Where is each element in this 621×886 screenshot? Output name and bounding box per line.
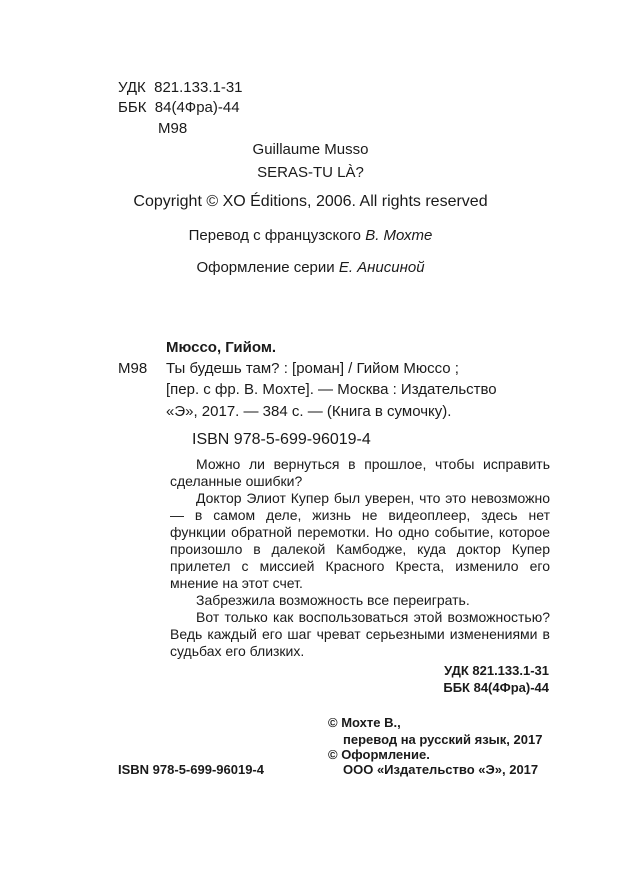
catalog-line-2: [пер. с фр. В. Мохте]. — Москва : Издательство [166,381,497,398]
bbk-line [118,98,240,117]
annotation-paragraph: Вот только как воспользоваться этой возможностью? Ведь каждый его шаг чреват серьезными изменениями в судьбах его близких. [170,609,550,659]
designer-name: Е. Анисиной [338,259,425,276]
copyright-translator-cont: перевод на русский язык, 2017 [343,732,543,747]
bbk-value: 84(4Фра)-44 [154,99,240,116]
catalog-heading: Мюссо, Гийом. [166,339,277,356]
translation-line [0,226,621,245]
footer-udk: УДК 821.133.1-31 [444,663,549,678]
design-prefix: Оформление серии [196,259,335,276]
design-line [0,258,621,277]
udk-value: 821.133.1-31 [154,79,243,96]
author-original: Guillaume Musso [252,141,369,158]
annotation-paragraph: Можно ли вернуться в прошлое, чтобы исправить сделанные ошибки? [170,456,550,489]
annotation [170,456,550,660]
title-original: SERAS-TU LÀ? [257,164,364,181]
author-mark: М98 [158,120,188,137]
catalog-line-1: Ты будешь там? : [роман] / Гийом Мюссо ; [166,360,459,377]
footer-isbn: ISBN 978-5-699-96019-4 [118,762,264,777]
footer-bbk: ББК 84(4Фра)-44 [443,680,549,695]
translation-prefix: Перевод с французского [188,227,362,244]
udk-label: УДК [118,79,146,96]
copyright-translator: © Мохте В., [328,715,401,730]
translator-name: В. Мохте [365,227,433,244]
bbk-label: ББК [118,99,147,116]
annotation-paragraph: Доктор Элиот Купер был уверен, что это невозможно — в самом деле, жизнь не видеоплеер, здесь нет функции обратной перемотки. Но одно событие, которое произошло в далекой Камбодже, куда доктор Купер прилетел с миссией Красного Креста, изменило его мнение на этот счет. [170,490,550,591]
copyright-design: © Оформление. [328,747,430,762]
catalog-line-3: «Э», 2017. — 384 с. — (Книга в сумочку). [166,403,452,420]
annotation-paragraph: Забрезжила возможность все переиграть. [196,592,470,608]
udk-line [118,78,243,97]
catalog-isbn: ISBN 978-5-699-96019-4 [192,431,371,448]
copyright-line: Copyright © XO Éditions, 2006. All rights reserved [133,193,488,210]
catalog-mark: М98 [118,360,148,377]
copyright-design-cont: ООО «Издательство «Э», 2017 [343,762,539,777]
